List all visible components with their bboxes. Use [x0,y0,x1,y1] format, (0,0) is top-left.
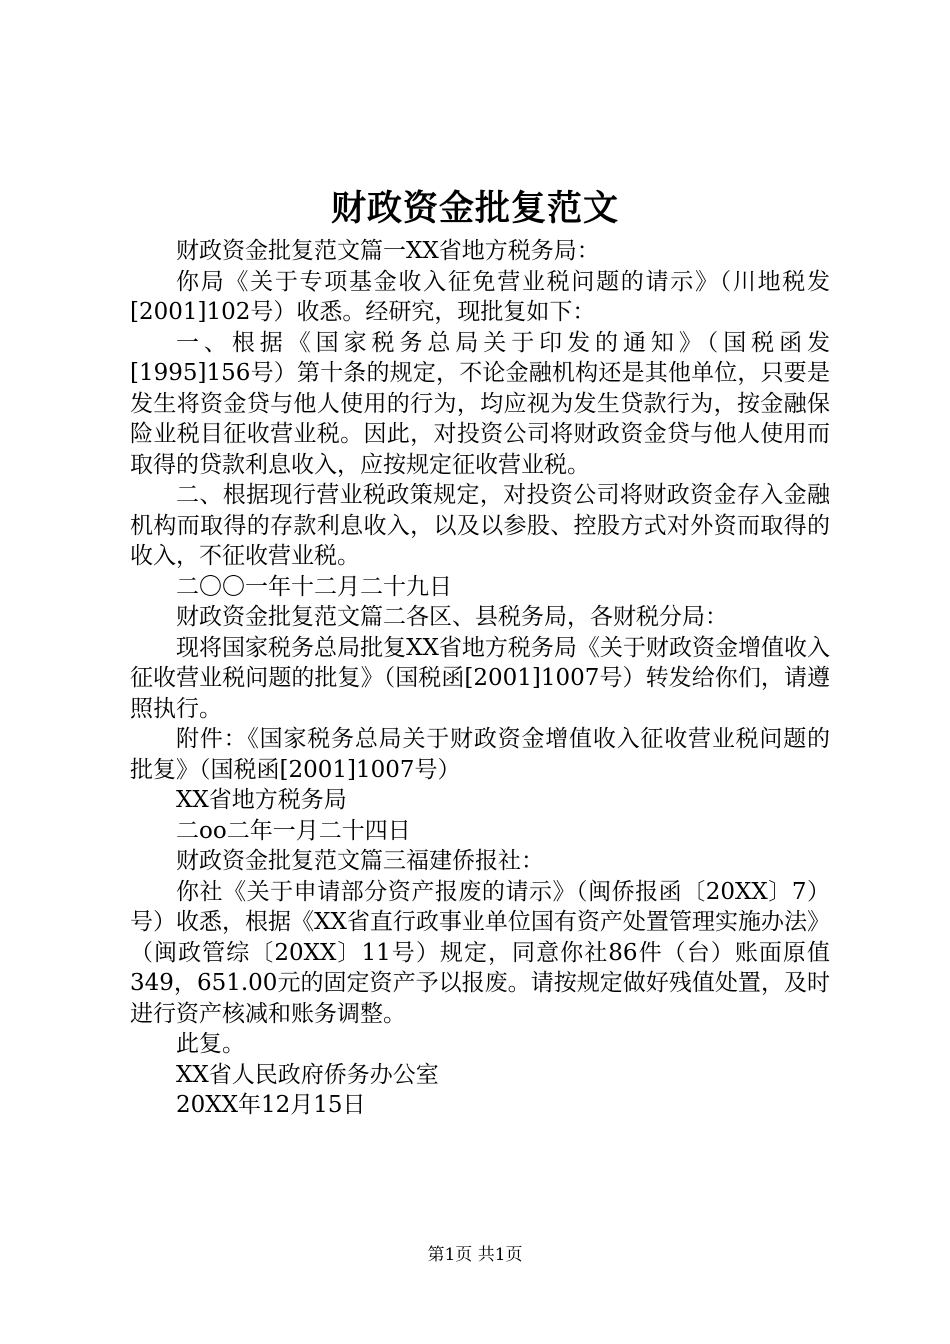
paragraph-6: 财政资金批复范文篇二各区、县税务局，各财税分局： [176,604,728,630]
document-title: 财政资金批复范文 [330,188,619,229]
paragraph-9-sender: XX省地方税务局 [176,787,347,813]
paragraph-15-date: 20XX年12月15日 [176,1092,366,1118]
paragraph-2: 你局《关于专项基金收入征免营业税问题的请示》（川地税发[2001]102号）收悉。经研究，现批复如下： [130,268,830,325]
paragraph-7: 现将国家税务总局批复XX省地方税务局《关于财政资金增值收入征收营业税问题的批复》（国税函[2001]1007号）转发给你们，请遵照执行。 [130,634,830,722]
document-body [130,236,830,1121]
paragraph-1: 财政资金批复范文篇一XX省地方税务局： [176,238,600,264]
paragraph-8-attachment: 附件：《国家税务总局关于财政资金增值收入征收营业税问题的批复》（国税函[2001]1007号） [130,726,830,783]
page-footer: 第1页 共1页 [427,1245,523,1265]
paragraph-10-date: 二oo二年一月二十四日 [176,817,411,844]
paragraph-4: 二、根据现行营业税政策规定，对投资公司将财政资金存入金融机构而取得的存款利息收入，以及以参股、控股方式对外资而取得的收入，不征收营业税。 [130,482,830,569]
paragraph-5-date: 二〇〇一年十二月二十九日 [176,573,452,600]
paragraph-3: 一、根据《国家税务总局关于印发的通知》（国税函发[1995]156号）第十条的规定，不论金融机构还是其他单位，只要是发生将资金贷与他人使用的行为，均应视为发生贷款行为，按金融保险业税目征收营业税。因此，对投资公司将财政资金贷与他人使用而取得的贷款利息收入，应按规定征收营业税。 [130,329,830,478]
paragraph-12: 你社《关于申请部分资产报废的请示》（闽侨报函〔20XX〕7）号）收悉，根据《XX省直行政事业单位国有资产处置管理实施办法》（闽政管综〔20XX〕11号）规定，同意你社86件（台）账面原值349，651.00元的固定资产予以报废。请按规定做好残值处置，及时进行资产核减和账务调整。 [130,878,830,1027]
paragraph-14-sender: XX省人民政府侨务办公室 [176,1061,439,1088]
paragraph-13-closing: 此复。 [176,1031,245,1057]
paragraph-11: 财政资金批复范文篇三福建侨报社： [176,848,544,874]
